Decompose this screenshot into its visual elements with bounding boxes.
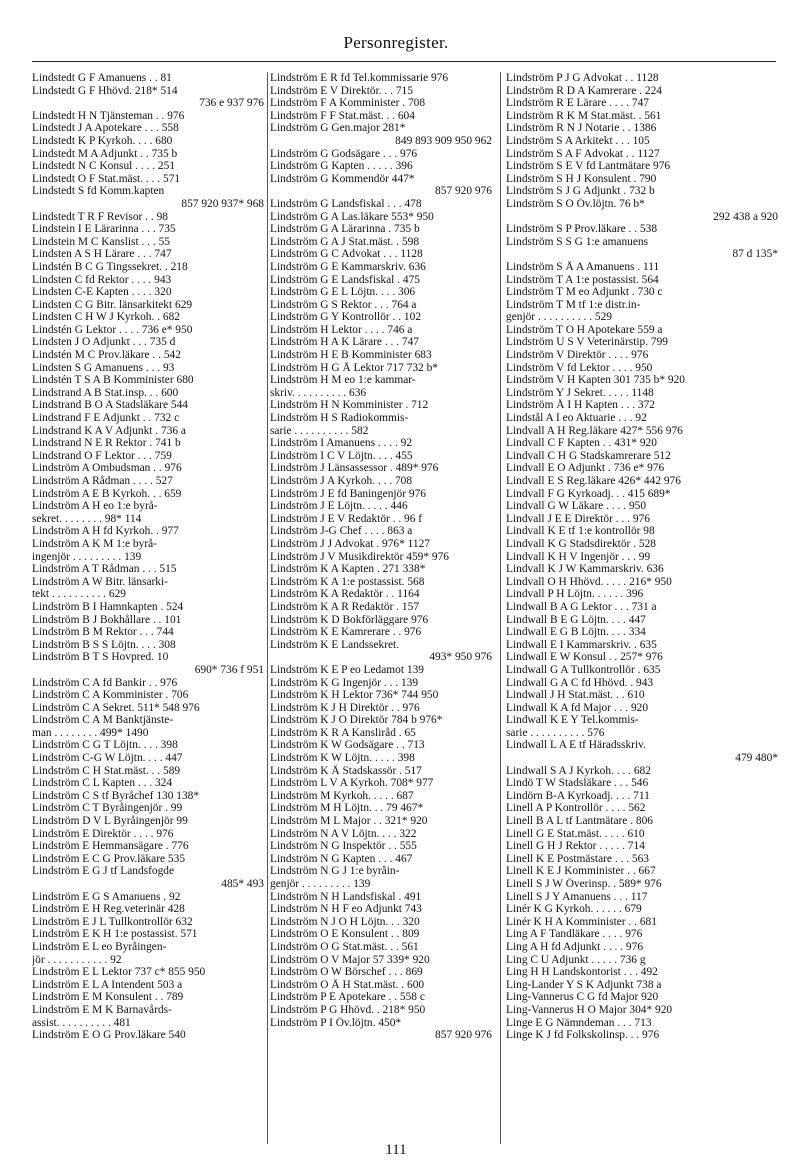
- register-entry: Lindvall E S Reg.läkare 426* 442 976: [506, 475, 681, 487]
- register-entry: Lindström R K M Stat.mäst. . 561: [506, 109, 662, 122]
- register-entry: Lindström N J O H Löjtn. . . 320: [270, 915, 420, 928]
- register-entry: Lindström B T S Hovpred. 10: [32, 651, 169, 664]
- register-entry: 479 480*: [735, 752, 778, 765]
- register-entry: 857 920 976: [435, 1029, 492, 1042]
- register-entry: Lindwall G A C fd Hhövd. . 943: [506, 676, 654, 689]
- register-entry: Lindström C A M Banktjänste-: [32, 714, 174, 727]
- register-entry: Lindström P J G Advokat . . 1128: [506, 72, 659, 84]
- register-entry: Lindström C A Komminister . 706: [32, 689, 189, 702]
- register-entry: Lindström H E B Komminister 683: [270, 349, 432, 362]
- register-entry: Lindström D V L Byråingenjör 99: [32, 815, 188, 828]
- register-column-3: [506, 72, 778, 1042]
- register-entry: Lindström U S V Veterinärstip. 799: [506, 336, 668, 349]
- register-entry: 292 438 a 920: [713, 210, 778, 223]
- register-entry: Lindsten S G Amanuens . . . 93: [32, 361, 175, 374]
- register-entry: sarie . . . . . . . . . . 582: [270, 424, 369, 437]
- register-entry: genjör . . . . . . . . . . 529: [506, 311, 612, 324]
- register-entry: Lindström B I Hamnkapten . 524: [32, 600, 184, 613]
- register-entry: Lindvall O H Hhövd. . . . . 216* 950: [506, 575, 672, 588]
- register-entry: Lindström R N J Notarie . . 1386: [506, 122, 657, 135]
- register-entry: Lindström K G Ingenjör . . . 139: [270, 676, 419, 689]
- register-entry: Lindström G S Rektor . . . 764 a: [270, 298, 417, 311]
- register-entry: Lindvall K G Stadsdirektör . 528: [506, 537, 656, 550]
- register-entry: Lindstrand N E R Rektor . 741 b: [32, 437, 181, 450]
- register-entry: Linell K E J Komminister . . 667: [506, 865, 656, 878]
- register-entry: Lindstedt M A Adjunkt . . 735 b: [32, 147, 178, 160]
- register-entry: Lindström E J L Tullkontrollör 632: [32, 915, 193, 928]
- register-entry: Lindvall P H Löjtn. . . . . . 396: [506, 588, 644, 601]
- register-entry: Lindström C L Kapten . . . 324: [32, 777, 173, 790]
- register-entry: Lindstedt G F Hhövd. 218* 514: [32, 84, 178, 97]
- register-column-1: [32, 72, 264, 1042]
- register-entry: Lindstrand O F Lektor . . . 759: [32, 449, 172, 462]
- page-title: Personregister.: [343, 33, 449, 52]
- register-entry: Lindwall E G B Löjtn. . . . 334: [506, 626, 646, 639]
- register-entry: Lindström E Hemmansägare . 776: [32, 840, 189, 853]
- register-entry: Lindström O E Konsulent . . 809: [270, 928, 420, 941]
- register-entry: Lindström B J Bokhållare . . 101: [32, 613, 182, 626]
- register-entry: Lindwall K E Y Tel.kommis-: [506, 714, 639, 727]
- register-entry: Lindström T M tf 1:e distr.in-: [506, 298, 641, 311]
- register-entry: Lindström S E V fd Lantmätare 976: [506, 160, 671, 173]
- register-entry: Lindvall G W Läkare . . . . 950: [506, 500, 647, 513]
- register-entry: 485* 493: [221, 878, 264, 890]
- register-entry: Lindström K A 1:e postassist. 568: [270, 575, 425, 588]
- register-entry: Lindörn B-A Kyrkoadj. . . . 711: [506, 789, 650, 802]
- register-entry: Linell S J W Överinsp. . 589* 976: [506, 878, 662, 890]
- register-entry: Lindström G A Lärarinna . 735 b: [270, 223, 420, 236]
- register-entry: Lindwall K A fd Major . . . 920: [506, 701, 649, 714]
- register-entry: Lindwall S A J Kyrkoh. . . . 682: [506, 764, 651, 777]
- register-entry: Lindström K J O Direktör 784 b 976*: [270, 714, 443, 727]
- register-entry: Lindström O G Stat.mäst. . . 561: [270, 940, 419, 953]
- register-entry: Lindstein M C Kanslist . . . 55: [32, 235, 170, 248]
- register-entry: Lindström A H fd Kyrkoh. . 977: [32, 525, 179, 538]
- register-entry: 493* 950 976: [429, 651, 492, 664]
- register-entry: Lindström J J Advokat . 976* 1127: [270, 537, 430, 550]
- register-entry: Linell G H J Rektor . . . . . 714: [506, 840, 645, 853]
- register-entry: Lindström A W Bitr. länsarki-: [32, 575, 168, 588]
- register-entry: Lindström M H Löjtn. . . 79 467*: [270, 802, 424, 815]
- register-entry: Lindström H M eo 1:e kammar-: [270, 374, 416, 387]
- register-entry: Lindström P I Öv.löjtn. 450*: [270, 1016, 402, 1029]
- register-entry: Lindström P E Apotekare . . 558 c: [270, 991, 425, 1004]
- register-entry: Lindwall L A E tf Häradsskriv.: [506, 739, 646, 752]
- register-entry: Lindwall J H Stat.mäst. . . 610: [506, 689, 645, 702]
- register-entry: Lindström H G Å Lektor 717 732 b*: [270, 361, 438, 374]
- register-entry: Linell S J Y Amanuens . . . 117: [506, 890, 648, 903]
- register-entry: Linell G E Stat.mäst. . . . . 610: [506, 827, 645, 840]
- register-entry: Lindström V fd Lektor . . . . 950: [506, 361, 653, 374]
- register-entry: Lindström P G Hhövd. . 218* 950: [270, 1003, 426, 1016]
- register-entry: Lindström A H eo 1:e byrå-: [32, 500, 158, 513]
- register-entry: Lindström N G Inspektör . . 555: [270, 840, 417, 853]
- register-entry: Lindström E Direktör . . . . 976: [32, 827, 174, 840]
- register-entry: Lindstedt K P Kyrkoh. . . . 680: [32, 134, 173, 147]
- register-entry: Lindström M Kyrkoh. . . . . 687: [270, 789, 414, 802]
- register-entry: skriv. . . . . . . . . . 636: [270, 386, 367, 399]
- register-entry: Linell K E Postmästare . . . 563: [506, 852, 649, 865]
- register-entry: Lindström O W Börschef . . . 869: [270, 966, 423, 979]
- register-entry: Lindström E M K Barnavårds-: [32, 1003, 172, 1016]
- register-entry: Lindström K R A Kansliråd . 65: [270, 726, 416, 739]
- register-entry: Lindström G Godsägare . . . 976: [270, 147, 418, 160]
- register-entry: Lindström C A fd Bankir . . 976: [32, 676, 178, 689]
- register-entry: man . . . . . . . . 499* 1490: [32, 726, 149, 739]
- register-entry: Lindström K W Löjtn. . . . . 398: [270, 752, 415, 765]
- register-entry: Lindö T W Stadsläkare . . . 546: [506, 777, 649, 790]
- register-entry: Lindström G E L Löjtn. . . . 306: [270, 286, 416, 299]
- register-entry: Linell B A L tf Lantmätare . 806: [506, 815, 653, 828]
- register-entry: Lindström J Länsassessor . 489* 976: [270, 462, 439, 475]
- register-entry: Lindström S J G Adjunkt . 732 b: [506, 185, 655, 198]
- register-entry: Lindström C S tf Byråchef 130 138*: [32, 789, 200, 802]
- register-entry: Lindström S A F Advokat . . 1127: [506, 147, 660, 160]
- register-entry: Ling H H Landskontorist . . . 492: [506, 966, 658, 979]
- register-entry: Lindström M L Major . . 321* 920: [270, 815, 428, 828]
- register-entry: sarie . . . . . . . . . . 576: [506, 726, 605, 739]
- register-entry: Lindström C G T Löjtn. . . . 398: [32, 739, 178, 752]
- register-entry: Lindström E L Lektor 737 c* 855 950: [32, 966, 206, 979]
- register-entry: Lindström A Ombudsman . . 976: [32, 462, 182, 475]
- register-entry: Lindstén T S A B Komminister 680: [32, 374, 194, 387]
- register-entry: Lindström E K H 1:e postassist. 571: [32, 928, 198, 941]
- register-entry: Lindström E L A Intendent 503 a: [32, 978, 183, 991]
- register-entry: Lindstén B C G Tingssekret. . 218: [32, 260, 188, 273]
- register-entry: tekt . . . . . . . . . . 629: [32, 588, 126, 601]
- register-entry: Lindström F F Stat.mäst. . . 604: [270, 109, 415, 122]
- register-entry: Lindström G Kommendör 447*: [270, 172, 415, 185]
- register-entry: Lindström F A Komminister . 708: [270, 97, 426, 110]
- register-entry: Lindvall C H G Stadskamrerare 512: [506, 449, 671, 462]
- register-entry: Lindström H Lektor . . . . 746 a: [270, 323, 413, 336]
- register-entry: Lindström G Landsfiskal . . . 478: [270, 197, 422, 210]
- page-number: 111: [385, 1142, 407, 1158]
- column-divider-2: [500, 72, 501, 1144]
- register-entry: Lindström G A Las.läkare 553* 950: [270, 210, 434, 223]
- register-entry: Lindstedt S fd Komm.kapten: [32, 185, 165, 198]
- register-entry: Lindstål A I eo Aktuarie . . . 92: [506, 412, 647, 425]
- register-entry: ingenjör . . . . . . . . . 139: [32, 550, 142, 563]
- register-entry: Lindström A E B Kyrkoh. . . 659: [32, 487, 182, 500]
- register-entry: Lindström G E Kammarskriv. 636: [270, 260, 426, 273]
- register-entry: Lindström K E Kamrerare . . 976: [270, 626, 422, 639]
- register-entry: Lindstedt O F Stat.mäst. . . . 571: [32, 172, 181, 185]
- register-entry: Lindström E G J tf Landsfogde: [32, 865, 175, 878]
- register-entry: Lindström S H J Konsulent . 790: [506, 172, 657, 185]
- register-entry: Lindström G Kapten . . . . . 396: [270, 160, 413, 173]
- register-entry: genjör . . . . . . . . . 139: [270, 878, 371, 890]
- register-entry: Lindström V H Kapten 301 735 b* 920: [506, 374, 685, 387]
- register-entry: Linge K J fd Folkskolinsp. . . 976: [506, 1029, 660, 1042]
- register-column-2: [270, 72, 492, 1042]
- register-entry: Lindström S Å A Amanuens . 111: [506, 260, 660, 273]
- register-entry: Lindström C-G W Löjtn. . . . 447: [32, 752, 183, 765]
- register-entry: Lindstrand B O A Stadsläkare 544: [32, 399, 188, 412]
- register-entry: Lindström Å I H Kapten . . . 372: [506, 399, 656, 412]
- register-entry: Lindsten C G Bitr. länsarkitekt 629: [32, 298, 193, 311]
- register-entry: Lindström O Å H Stat.mäst. . 600: [270, 978, 425, 991]
- register-entry: Lindström C A Sekret. 511* 548 976: [32, 701, 200, 714]
- register-entry: Lindström B S S Löjtn. . . . 308: [32, 638, 176, 651]
- register-entry: Lindström T O H Apotekare 559 a: [506, 323, 663, 336]
- register-entry: Lindström N G Kapten . . . 467: [270, 852, 413, 865]
- register-entry: Ling A F Tandläkare . . . . 976: [506, 928, 643, 941]
- register-entry: Lindström K W Godsägare . . 713: [270, 739, 425, 752]
- register-entry: Lindström E V Direktör. . . 715: [270, 84, 413, 97]
- register-entry: Lindström I Amanuens . . . . 92: [270, 437, 413, 450]
- register-entry: Lindström R E Lärare . . . . 747: [506, 97, 649, 110]
- register-entry: Lindsten A S H Lärare . . . 747: [32, 248, 172, 261]
- register-entry: Lindvall K J W Kammarskriv. 636: [506, 563, 664, 576]
- register-entry: Lindström L V A Kyrkoh. 708* 977: [270, 777, 434, 790]
- register-entry: Lindström Y J Sekret. . . . . 1148: [506, 386, 654, 399]
- register-entry: Lindström J-G Chef . . . . 863 a: [270, 525, 413, 538]
- register-entry: Lindström E G S Amanuens . 92: [32, 890, 181, 903]
- register-entry: Lindstedt T R F Revisor . . 98: [32, 210, 168, 223]
- register-entry: Lindstrand K A V Adjunkt . 736 a: [32, 424, 186, 437]
- register-entry: Lindström N G J 1:e byråin-: [270, 865, 400, 878]
- register-entry: Ling-Vannerus C G fd Major 920: [506, 991, 659, 1004]
- register-entry: Lindwall G A Tullkontrollör . 635: [506, 663, 661, 676]
- register-entry: Lindstedt G F Amanuens . . 81: [32, 72, 172, 84]
- register-entry: Lindström J A Kyrkoh. . . . 708: [270, 475, 413, 487]
- register-entry: Lindsten C-E Kapten . . . . 320: [32, 286, 172, 299]
- register-entry: Lindström J E Löjtn. . . . . 446: [270, 500, 408, 513]
- register-entry: Lindström R D A Kamrerare . 224: [506, 84, 662, 97]
- register-entry: Linér K G Kyrkoh. . . . . . 679: [506, 903, 642, 916]
- register-entry: Lindström G E Landsfiskal . 475: [270, 273, 420, 286]
- register-entry: Ling-Lander Y S K Adjunkt 738 a: [506, 978, 662, 991]
- register-entry: Lindström E C G Prov.läkare 535: [32, 852, 186, 865]
- register-entry: Lindström T M eo Adjunkt . 730 c: [506, 286, 663, 299]
- register-entry: Lindström J E V Redaktör . . 96 f: [270, 512, 423, 525]
- register-entry: Lindsten J O Adjunkt . . . 735 d: [32, 336, 176, 349]
- register-entry: Lindström A Rådman . . . . 527: [32, 475, 173, 487]
- register-entry: Lindström B M Rektor . . . 744: [32, 626, 174, 639]
- register-entry: Lindström C H Stat.mäst. . . 589: [32, 764, 181, 777]
- register-entry: Lindström G A J Stat.mäst. . 598: [270, 235, 420, 248]
- register-entry: 690* 736 f 951: [194, 663, 264, 676]
- register-entry: Lindström E O G Prov.läkare 540: [32, 1029, 186, 1042]
- register-entry: sekret. . . . . . . . 98* 114: [32, 512, 142, 525]
- register-entry: Lindström A T Rådman . . . 515: [32, 563, 177, 576]
- register-entry: Lindström T A 1:e postassist. 564: [506, 273, 659, 286]
- register-entry: Lindström K A Redaktör . . 1164: [270, 588, 420, 601]
- register-entry: Lindström H A K Lärare . . . 747: [270, 336, 420, 349]
- register-entry: 736 e 937 976: [199, 97, 264, 110]
- register-entry: Lindström A K M 1:e byrå-: [32, 537, 157, 550]
- register-entry: Lindstrand A B Stat.insp. . . 600: [32, 386, 179, 399]
- register-entry: Lindstedt J A Apotekare . . . 558: [32, 122, 179, 135]
- register-entry: Ling C U Adjunkt . . . . . 736 g: [506, 953, 646, 966]
- register-entry: Lindwall B E G Löjtn. . . . 447: [506, 613, 646, 626]
- register-entry: Lindström O V Major 57 339* 920: [270, 953, 430, 966]
- register-entry: Lindstrand F E Adjunkt . . 732 c: [32, 412, 180, 425]
- register-entry: Linér K H A Komminister . . 681: [506, 915, 657, 928]
- register-entry: 87 d 135*: [732, 248, 778, 261]
- register-entry: Lindvall K H V Ingenjör . . . 99: [506, 550, 651, 563]
- register-entry: Lindström E R fd Tel.kommissarie 976: [270, 72, 449, 84]
- register-entry: Lindström E H Reg.veterinär 428: [32, 903, 185, 916]
- register-entry: Lindvall J E E Direktör . . . 976: [506, 512, 650, 525]
- column-divider-1: [267, 72, 268, 1144]
- register-entry: Lindström N H Landsfiskal . 491: [270, 890, 422, 903]
- register-entry: Lindström G Y Kontrollör . . 102: [270, 311, 422, 324]
- register-entry: Lindstedt H N Tjänsteman . . 976: [32, 109, 185, 122]
- register-entry: Ling-Vannerus H O Major 304* 920: [506, 1003, 673, 1016]
- register-entry: Lindström J V Musikdirektör 459* 976: [270, 550, 449, 563]
- register-entry: Lindwall E I Kammarskriv. . 635: [506, 638, 657, 651]
- register-entry: Lindström K A Kapten . 271 338*: [270, 563, 426, 576]
- register-entry: Linell A P Kontrollör . . . . 562: [506, 802, 646, 815]
- register-entry: Lindström K D Bokförläggare 976: [270, 613, 429, 626]
- register-entry: Lindström S S G 1:e amanuens: [506, 235, 649, 248]
- register-entry: Lindström H N Komminister . 712: [270, 399, 429, 412]
- register-entry: Lindstedt N C Konsul . . . . 251: [32, 160, 176, 173]
- register-entry: Ling A H fd Adjunkt . . . . 976: [506, 940, 644, 953]
- register-entry: Lindström I C V Löjtn. . . . 455: [270, 449, 413, 462]
- register-entry: Lindvall A H Reg.läkare 427* 556 976: [506, 424, 683, 437]
- register-entry: Lindwall B A G Lektor . . . 731 a: [506, 600, 657, 613]
- register-entry: Lindstein I E Lärarinna . . . 735: [32, 223, 176, 236]
- register-entry: jör . . . . . . . . . . . 92: [32, 953, 122, 966]
- register-entry: Lindström H S Radiokommis-: [270, 412, 409, 425]
- register-entry: Lindström S P Prov.läkare . . 538: [506, 223, 658, 236]
- register-entry: 849 893 909 950 962: [395, 134, 492, 147]
- register-entry: Lindström G Gen.major 281*: [270, 122, 406, 135]
- register-entry: 857 920 937* 968: [181, 197, 264, 210]
- register-entry: Lindström K H Lektor 736* 744 950: [270, 689, 439, 702]
- register-entry: Lindvall K E tf 1:e kontrollör 98: [506, 525, 655, 538]
- register-entry: Lindwall E W Konsul . . 257* 976: [506, 651, 663, 664]
- register-entry: Linge E G Nämndeman . . . 713: [506, 1016, 652, 1029]
- register-entry: Lindström N H F eo Adjunkt 743: [270, 903, 422, 916]
- header-rule: [32, 61, 776, 62]
- register-entry: Lindström N A V Löjtn. . . . 322: [270, 827, 417, 840]
- register-entry: Lindström K E Landssekret.: [270, 638, 400, 651]
- register-entry: Lindström K Å Stadskassör . 517: [270, 764, 422, 777]
- register-entry: Lindstén G Lektor . . . . 736 e* 950: [32, 323, 193, 336]
- register-entry: Lindsten C H W J Kyrkoh. . 682: [32, 311, 180, 324]
- register-entry: 857 920 976: [435, 185, 492, 198]
- register-entry: Lindström C T Byråingenjör . 99: [32, 802, 183, 815]
- register-entry: Lindström E M Konsulent . . 789: [32, 991, 184, 1004]
- register-entry: Lindström K A R Redaktör . 157: [270, 600, 420, 613]
- register-entry: Lindstén M C Prov.läkare . . 542: [32, 349, 181, 362]
- register-entry: Lindström J E fd Baningenjör 976: [270, 487, 426, 500]
- register-entry: Lindström G C Advokat . . . 1128: [270, 248, 423, 261]
- register-entry: Lindvall C F Kapten . . 431* 920: [506, 437, 657, 450]
- register-entry: Lindvall F G Kyrkoadj. . . 415 689*: [506, 487, 671, 500]
- register-entry: Lindström S A Arkitekt . . . 105: [506, 134, 650, 147]
- register-entry: Lindsten C fd Rektor . . . . 943: [32, 273, 172, 286]
- register-entry: assist. . . . . . . . . . 481: [32, 1016, 131, 1029]
- register-entry: Lindström V Direktör . . . . 976: [506, 349, 649, 362]
- register-entry: Lindström S O Öv.löjtn. 76 b*: [506, 197, 645, 210]
- register-entry: Lindström K J H Direktör . . 976: [270, 701, 420, 714]
- register-entry: Lindström E L eo Byråingen-: [32, 940, 167, 953]
- register-entry: Lindström K E P eo Ledamot 139: [270, 663, 424, 676]
- register-entry: Lindvall E O Adjunkt . 736 e* 976: [506, 462, 665, 475]
